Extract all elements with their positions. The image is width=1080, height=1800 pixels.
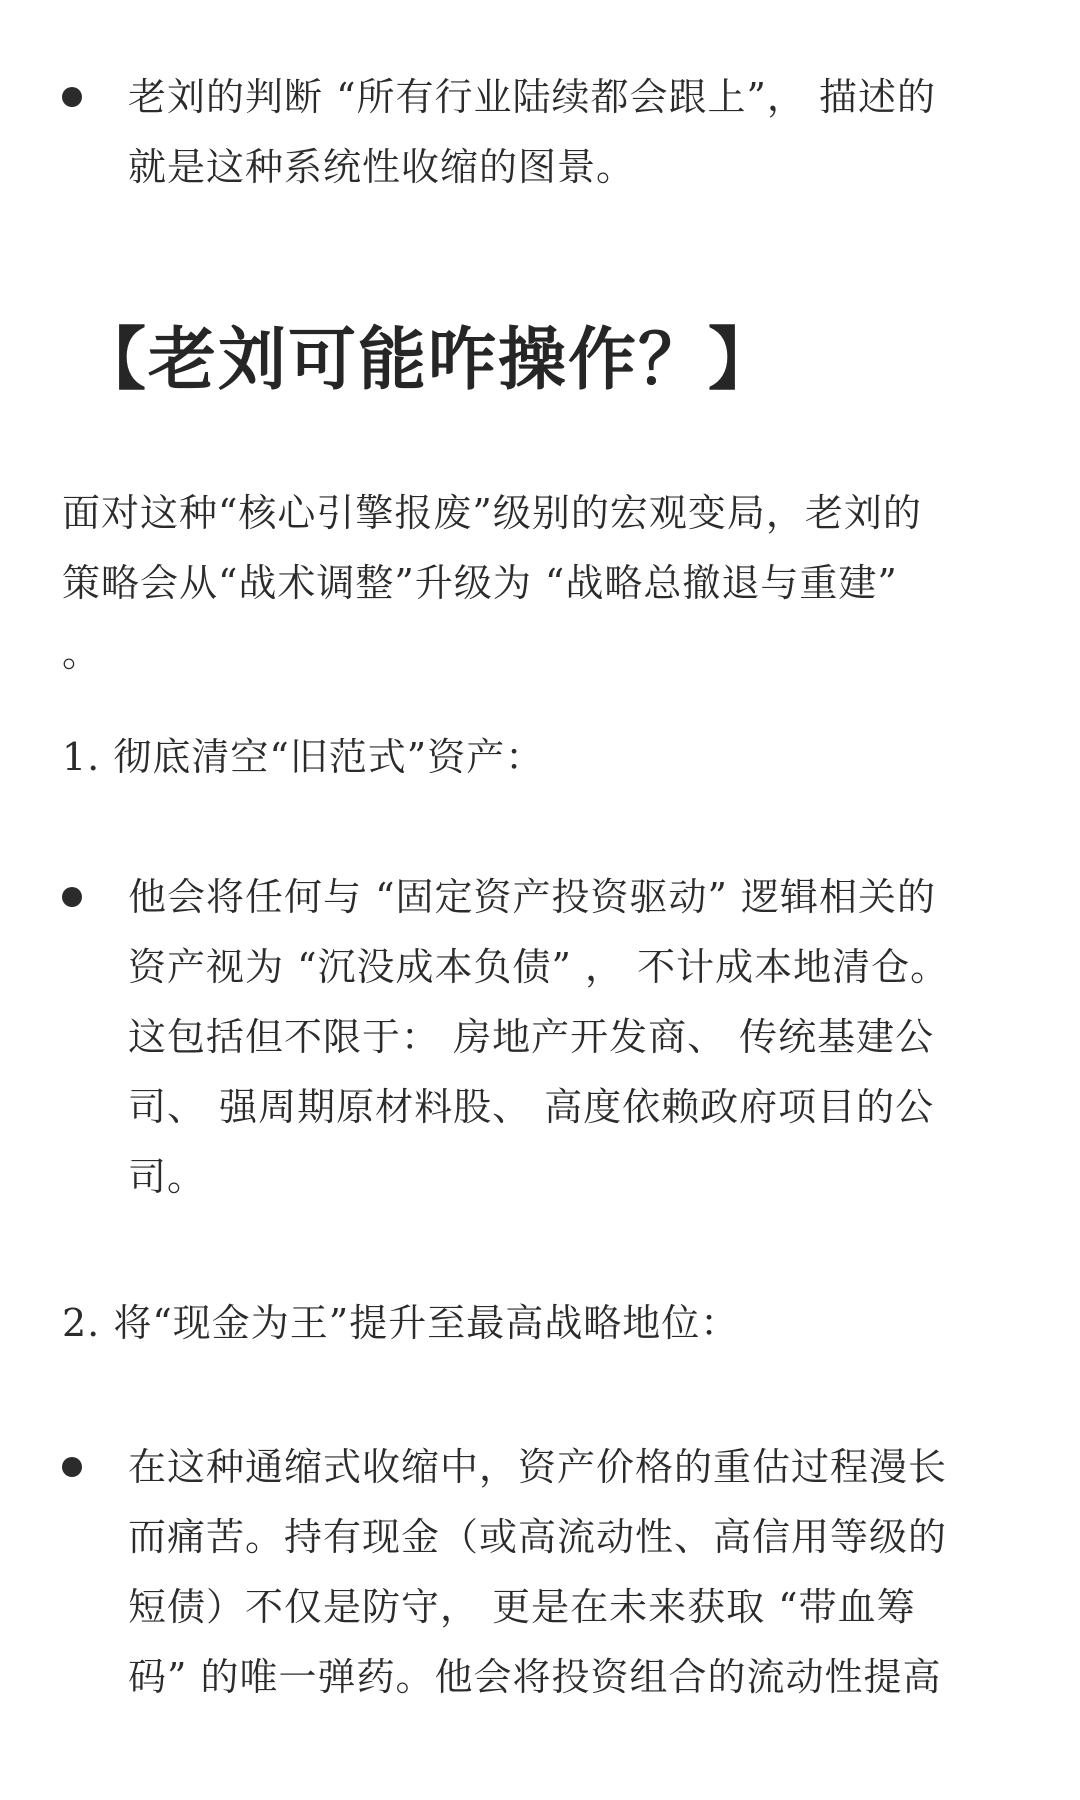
text-line: 。 bbox=[62, 631, 102, 675]
text-line: 资产视为 “沉没成本负债” ， 不计成本地清仓。 bbox=[128, 945, 950, 989]
text-line: 他会将任何与 “固定资产投资驱动” 逻辑相关的 bbox=[128, 875, 937, 919]
text-line: 就是这种系统性收缩的图景。 bbox=[128, 145, 636, 189]
text-line: 在这种通缩式收缩中，资产价格的重估过程漫长 bbox=[128, 1445, 948, 1489]
text-line: 司。 bbox=[128, 1155, 207, 1199]
bullet-text bbox=[128, 862, 1080, 1212]
text-line: 这包括但不限于： 房地产开发商、 传统基建公 bbox=[128, 1015, 935, 1059]
bullet-dot-icon bbox=[62, 1457, 82, 1477]
bullet-text bbox=[128, 1432, 1080, 1712]
section-heading: 【老刘可能咋操作？】 bbox=[78, 320, 779, 400]
text-line: 码” 的唯一弹药。他会将投资组合的流动性提高 bbox=[128, 1655, 942, 1699]
intro-paragraph bbox=[62, 478, 1030, 688]
text-line: 司、 强周期原材料股、 高度依赖政府项目的公 bbox=[128, 1085, 935, 1129]
text-line: 老刘的判断 “所有行业陆续都会跟上”， 描述的 bbox=[128, 75, 937, 119]
bullet-dot-icon bbox=[62, 87, 82, 107]
item-2-title: 2. 将“现金为王”提升至最高战略地位： bbox=[62, 1301, 740, 1345]
text-line: 而痛苦。持有现金（或高流动性、高信用等级的 bbox=[128, 1515, 948, 1559]
bullet-text bbox=[128, 62, 1080, 202]
text-line: 策略会从“战术调整”升级为 “战略总撤退与重建” bbox=[62, 561, 898, 605]
bullet-dot-icon bbox=[62, 887, 82, 907]
text-line: 短债）不仅是防守， 更是在未来获取 “带血筹 bbox=[128, 1585, 916, 1629]
item-1-title: 1. 彻底清空“旧范式”资产： bbox=[62, 735, 545, 779]
text-line: 面对这种“核心引擎报废”级别的宏观变局，老刘的 bbox=[62, 491, 922, 535]
